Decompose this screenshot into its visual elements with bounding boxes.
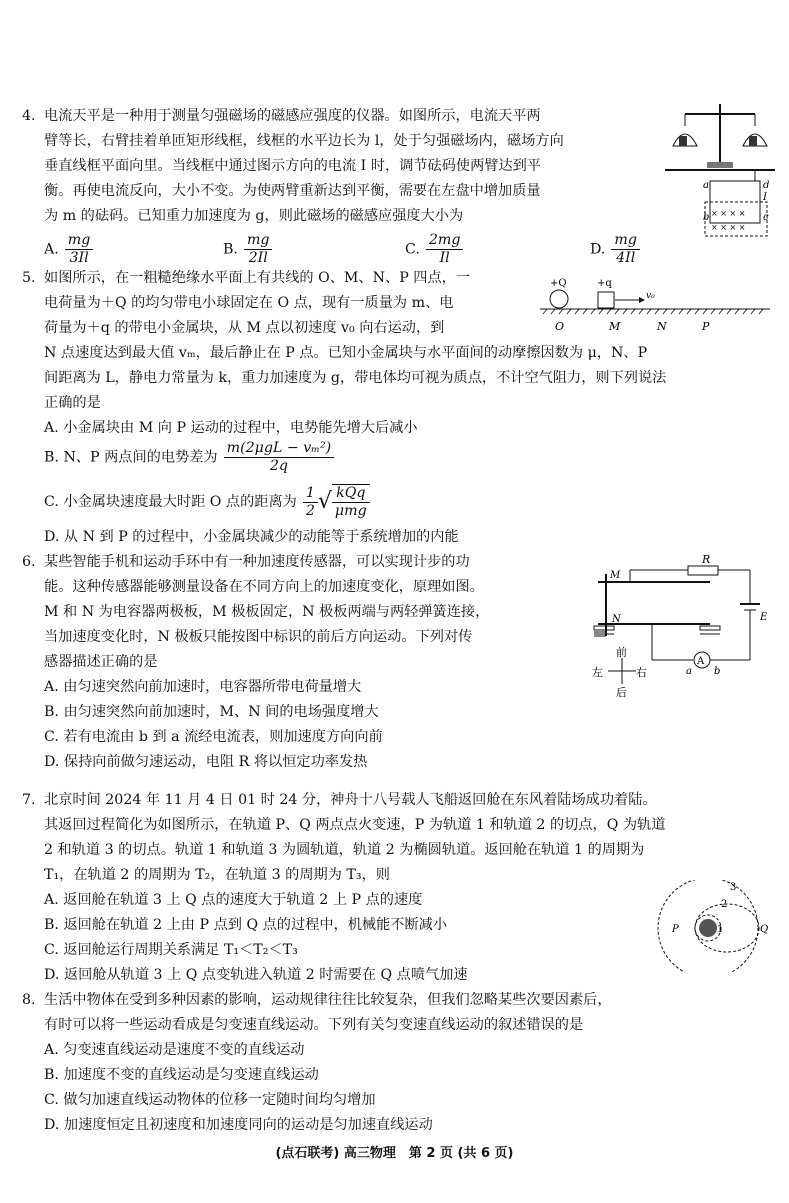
- q5-line-6: 正确的是: [44, 395, 101, 411]
- q7-line-2: 其返回过程简化为如图所示，在轨道 P、Q 两点点火变速，P 为轨道 1 和轨道 2 的切点，Q 为轨道: [44, 817, 666, 833]
- svg-text:× × × ×: × × × ×: [711, 223, 746, 232]
- q6-line-5: 感器描述正确的是: [44, 654, 158, 670]
- label-O: O: [555, 320, 565, 333]
- label-Q-orbit: Q: [760, 924, 769, 935]
- q5-line-3: 荷量为＋q 的带电小金属块，从 M 点以初速度 v₀ 向右运动，到: [44, 320, 445, 336]
- label-c: c: [763, 212, 769, 223]
- q8-option-a: A. 匀变速直线运动是速度不变的直线运动: [44, 1042, 305, 1058]
- label-b-node: b: [714, 666, 721, 677]
- q5-line-5: 间距离为 L，静电力常量为 k，重力加速度为 g，带电体均可视为质点，不计空气阻力，则下列说法: [44, 370, 667, 386]
- q4-line-5: 为 m 的砝码。已知重力加速度为 g，则此磁场的磁感应强度大小为: [44, 208, 464, 224]
- q6-line-3: M 和 N 为电容器两极板，M 极板固定，N 极板两端与两轻弹簧连接，: [44, 604, 490, 620]
- q8-option-b: B. 加速度不变的直线运动是匀变速直线运动: [44, 1067, 319, 1083]
- q6-line-2: 能。这种传感器能够测量设备在不同方向上的加速度变化，原理如图。: [44, 579, 484, 595]
- q4-line-2: 臂等长，右臂挂着单匝矩形线框，线框的水平边长为 l，处于匀强磁场内，磁场方向: [44, 133, 564, 149]
- q5-option-c: C. 小金属块速度最大时距 O 点的距离为 $\frac{1}{2}$ √ $\frac{\text{kQq}}{\text{μmg}}$: [44, 484, 370, 520]
- label-left: 左: [592, 666, 603, 679]
- label-R: R: [702, 553, 711, 566]
- q5-option-d: D. 从 N 到 P 的过程中，小金属块减少的动能等于系统增加的内能: [44, 529, 459, 545]
- q7-option-c: C. 返回舱运行周期关系满足 T₁＜T₂＜T₃: [44, 942, 298, 958]
- label-P: P: [702, 320, 710, 333]
- ammeter-label: A: [697, 656, 705, 667]
- label-N-plate: N: [612, 614, 621, 625]
- charge-track-figure: [535, 272, 775, 336]
- q8-option-c: C. 做匀加速直线运动物体的位移一定随时间均匀增加: [44, 1092, 376, 1108]
- label-plus-q: +q: [597, 278, 612, 289]
- q7-option-b: B. 返回舱在轨道 2 上由 P 点到 Q 点的过程中，机械能不断减小: [44, 917, 448, 933]
- label-v0: v₀: [646, 291, 655, 301]
- q7-option-a: A. 返回舱在轨道 3 上 Q 点的速度大于轨道 2 上 P 点的速度: [44, 892, 423, 908]
- q4-option-b: B. $\frac{mg}{2Il}$: [223, 232, 272, 267]
- label-back: 后: [616, 686, 627, 699]
- orbit-figure: [650, 880, 775, 972]
- q4-line-1: 4. 电流天平是一种用于测量匀强磁场的磁感应强度的仪器。如图所示，电流天平两: [22, 108, 541, 124]
- q6-option-d: D. 保持向前做匀速运动，电阻 R 将以恒定功率发热: [44, 754, 368, 770]
- q7-line-4: T₁，在轨道 2 的周期为 T₂，在轨道 3 的周期为 T₃，则: [44, 867, 390, 883]
- svg-text:× × × ×: × × × ×: [711, 209, 746, 218]
- label-a-node: a: [686, 666, 692, 677]
- label-plus-Q: +Q: [550, 278, 567, 289]
- label-orbit-1: 1: [717, 924, 724, 935]
- q8-line-1: 8. 生活中物体在受到多种因素的影响，运动规律往往比较复杂，但我们忽略某些次要因素后，: [22, 992, 612, 1008]
- q8-option-d: D. 加速度恒定且初速度和加速度同向的运动是匀加速直线运动: [44, 1117, 433, 1133]
- q4-line-3: 垂直线框平面向里。当线框中通过图示方向的电流 I 时，调节砝码使两臂达到平: [44, 158, 542, 174]
- q5-option-a: A. 小金属块由 M 向 P 运动的过程中，电势能先增大后减小: [44, 420, 418, 436]
- label-M: M: [609, 320, 621, 333]
- label-b: b: [703, 212, 710, 223]
- q4-option-a: A. $\frac{mg}{3Il}$: [44, 232, 93, 267]
- label-orbit-2: 2: [721, 899, 728, 910]
- q7-option-d: D. 返回舱从轨道 3 上 Q 点变轨进入轨道 2 时需要在 Q 点喷气加速: [44, 967, 468, 983]
- q7-line-3: 2 和轨道 3 的切点。轨道 1 和轨道 3 为圆轨道，轨道 2 为椭圆轨道。返回舱在轨道 1 的周期为: [44, 842, 645, 858]
- q6-line-1: 6. 某些智能手机和运动手环中有一种加速度传感器，可以实现计步的功: [22, 554, 470, 570]
- label-current: I: [763, 192, 767, 203]
- label-N: N: [657, 320, 667, 333]
- accelerometer-figure: [590, 552, 770, 702]
- q4-option-c: C. $\frac{2mg}{Il}$: [405, 232, 463, 267]
- q4-line-4: 衡。再使电流反向，大小不变。为使两臂重新达到平衡，需要在左盘中增加质量: [44, 183, 541, 199]
- label-orbit-3: 3: [730, 882, 737, 893]
- label-front: 前: [616, 646, 627, 659]
- q6-option-a: A. 由匀速突然向前加速时，电容器所带电荷量增大: [44, 679, 362, 695]
- q8-line-2: 有时可以将一些运动看成是匀变速直线运动。下列有关匀变速直线运动的叙述错误的是: [44, 1017, 584, 1033]
- q4-option-d: D. $\frac{mg}{4Il}$: [590, 232, 640, 267]
- q6-option-c: C. 若有电流由 b 到 a 流经电流表，则加速度方向向前: [44, 729, 383, 745]
- q5-option-b: B. N、P 两点间的电势差为 $\frac{\text{m(2μgL − vₘ²)}}{2q}$: [44, 440, 334, 475]
- q5-line-4: N 点速度达到最大值 vₘ，最后静止在 P 点。已知小金属块与水平面间的动摩擦因数为 μ，N、P: [44, 345, 648, 361]
- q6-option-b: B. 由匀速突然向前加速时，M、N 间的电场强度增大: [44, 704, 379, 720]
- q7-line-1: 7. 北京时间 2024 年 11 月 4 日 01 时 24 分，神舟十八号载人飞船返回舱在东风着陆场成功着陆。: [22, 792, 657, 808]
- label-d: d: [763, 180, 770, 191]
- label-right: 右: [636, 666, 647, 679]
- label-P-orbit: P: [672, 924, 679, 935]
- q6-line-4: 当加速度变化时，N 极板只能按图中标识的前后方向运动。下列对传: [44, 629, 473, 645]
- q5-line-1: 5. 如图所示，在一粗糙绝缘水平面上有共线的 O、M、N、P 四点，一: [22, 270, 471, 286]
- label-E: E: [760, 612, 768, 623]
- current-balance-figure: [665, 96, 775, 246]
- q5-line-2: 电荷量为＋Q 的均匀带电小球固定在 O 点，现有一质量为 m、电: [44, 295, 454, 311]
- label-M-plate: M: [610, 570, 621, 581]
- label-a: a: [703, 180, 709, 191]
- page-footer: (点石联考) 高三物理 第 2 页 (共 6 页): [275, 1146, 514, 1161]
